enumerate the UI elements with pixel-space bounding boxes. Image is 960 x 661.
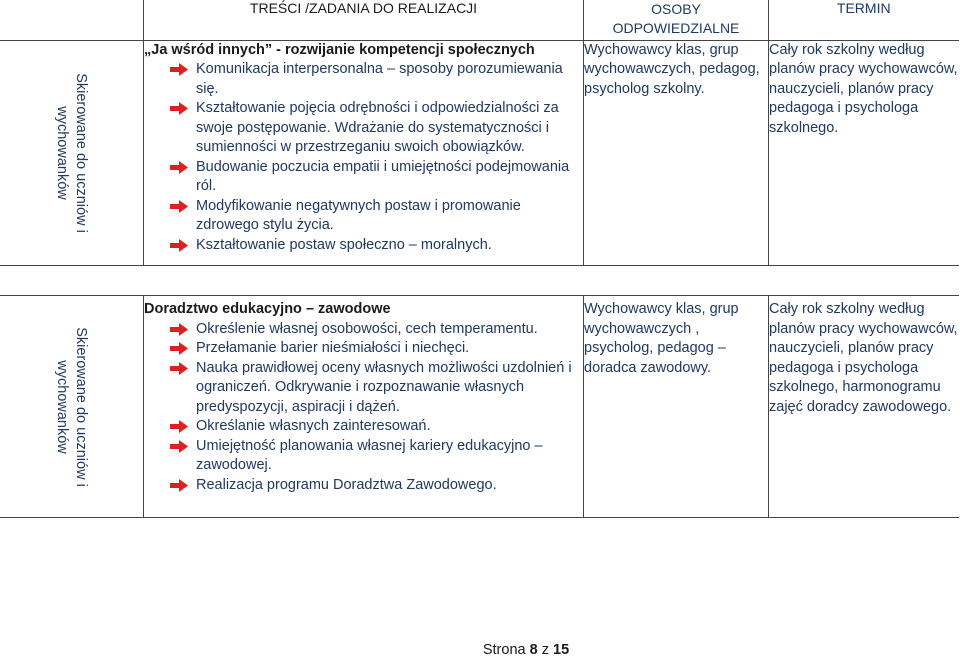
red-arrow-icon — [170, 479, 188, 492]
list-item-text: Komunikacja interpersonalna – sposoby porozumiewania się. — [196, 61, 563, 97]
list-item — [144, 60, 583, 99]
red-arrow-icon — [170, 342, 188, 355]
list-item — [144, 320, 583, 340]
row1-side-cell — [0, 40, 144, 265]
list-item-text: Określenie własnej osobowości, cech temperamentu. — [196, 320, 538, 337]
list-item-text: Przełamanie barier nieśmiałości i niechęci. — [196, 340, 470, 356]
second-table — [0, 295, 959, 518]
row1-title: „Ja wśród innych” - rozwijanie kompetencji społecznych — [144, 41, 535, 58]
row2-side-line2: wychowanków — [54, 359, 70, 454]
row1-term-text: Cały rok szkolny według planów pracy wychowawców, nauczycieli, planów pracy pedagoga i psychologa szkolnego. — [769, 41, 958, 136]
header-persons-cell — [584, 0, 769, 40]
red-arrow-icon — [170, 63, 188, 76]
red-arrow-icon — [170, 200, 188, 213]
list-item — [144, 476, 583, 496]
header-term-cell — [769, 0, 959, 40]
red-arrow-icon — [170, 239, 188, 252]
row2-side-line1: Skierowane do uczniów i — [73, 326, 89, 487]
list-item — [144, 158, 583, 197]
list-item — [144, 359, 583, 418]
header-content-cell — [144, 0, 584, 40]
header-persons-line2: ODPOWIEDZIALNE — [612, 20, 740, 36]
row2-side-label — [52, 327, 90, 487]
list-item — [144, 437, 583, 476]
list-item-text: Określanie własnych zainteresowań. — [196, 418, 431, 434]
row1-list — [144, 60, 583, 255]
red-arrow-icon — [170, 323, 188, 336]
footer-prefix: Strona — [482, 642, 530, 658]
row1-side-line2: wychowanków — [54, 105, 70, 200]
list-item-text: Realizacja programu Doradztwa Zawodowego. — [196, 476, 497, 493]
list-item — [144, 197, 583, 236]
header-term-label: TERMIN — [836, 0, 891, 16]
row1-side-label — [52, 73, 90, 233]
list-item-text: Kształtowanie pojęcia odrębności i odpowiedzialności za swoje postępowanie. Wdrażanie do systematyczności i sumienności w przestrzeganiu swoich obowiązków. — [196, 100, 559, 155]
footer-page-number: 8 — [529, 642, 538, 658]
header-table — [0, 0, 959, 266]
row2-side-cell — [0, 296, 144, 518]
row2-persons-cell — [584, 296, 769, 518]
list-item — [144, 339, 583, 359]
list-item-text: Budowanie poczucia empatii i umiejętności podejmowania ról. — [196, 158, 570, 194]
header-content-label: TREŚCI /ZADANIA DO REALIZACJI — [249, 0, 478, 16]
row1-content-cell — [144, 40, 584, 265]
row2-list — [144, 320, 583, 496]
footer-total-pages: 15 — [553, 642, 570, 658]
list-item-text: Kształtowanie postaw społeczno – moralnych. — [196, 236, 492, 253]
row2-content-cell — [144, 296, 584, 518]
row1-term-cell — [769, 40, 959, 265]
list-item — [144, 99, 583, 158]
row1-persons-text: Wychowawcy klas, grup wychowawczych, pedagog, psycholog szkolny. — [584, 41, 760, 97]
footer-middle: z — [537, 642, 553, 658]
red-arrow-icon — [170, 102, 188, 115]
row2-persons-text: Wychowawcy klas, grup wychowawczych , psycholog, pedagog – doradca zawodowy. — [584, 301, 739, 376]
header-empty-cell — [0, 0, 144, 40]
red-arrow-icon — [170, 440, 188, 453]
red-arrow-icon — [170, 420, 188, 433]
row2-title: Doradztwo edukacyjno – zawodowe — [144, 301, 391, 317]
list-item — [144, 236, 583, 256]
red-arrow-icon — [170, 362, 188, 375]
row1-persons-cell — [584, 40, 769, 265]
list-item-text: Modyfikowanie negatywnych postaw i promowanie zdrowego stylu życia. — [196, 197, 521, 233]
list-item-text: Nauka prawidłowej oceny własnych możliwości uzdolnień i ograniczeń. Odkrywanie i rozpoznawanie własnych predyspozycji, aspiracji i dążeń. — [196, 359, 572, 415]
row2-term-cell — [769, 296, 959, 518]
list-item — [144, 417, 583, 437]
red-arrow-icon — [170, 161, 188, 174]
row1-side-line1: Skierowane do uczniów i — [73, 72, 89, 233]
row2-term-text: Cały rok szkolny według planów pracy wychowawców, nauczycieli, planów pracy pedagoga i psychologa szkolnego, harmonogramu zajęć doradcy zawodowego. — [769, 301, 958, 415]
page-footer — [0, 642, 960, 658]
list-item-text: Umiejętność planowania własnej kariery edukacyjno – zawodowej. — [196, 437, 543, 473]
header-persons-line1: OSOBY — [651, 1, 701, 17]
